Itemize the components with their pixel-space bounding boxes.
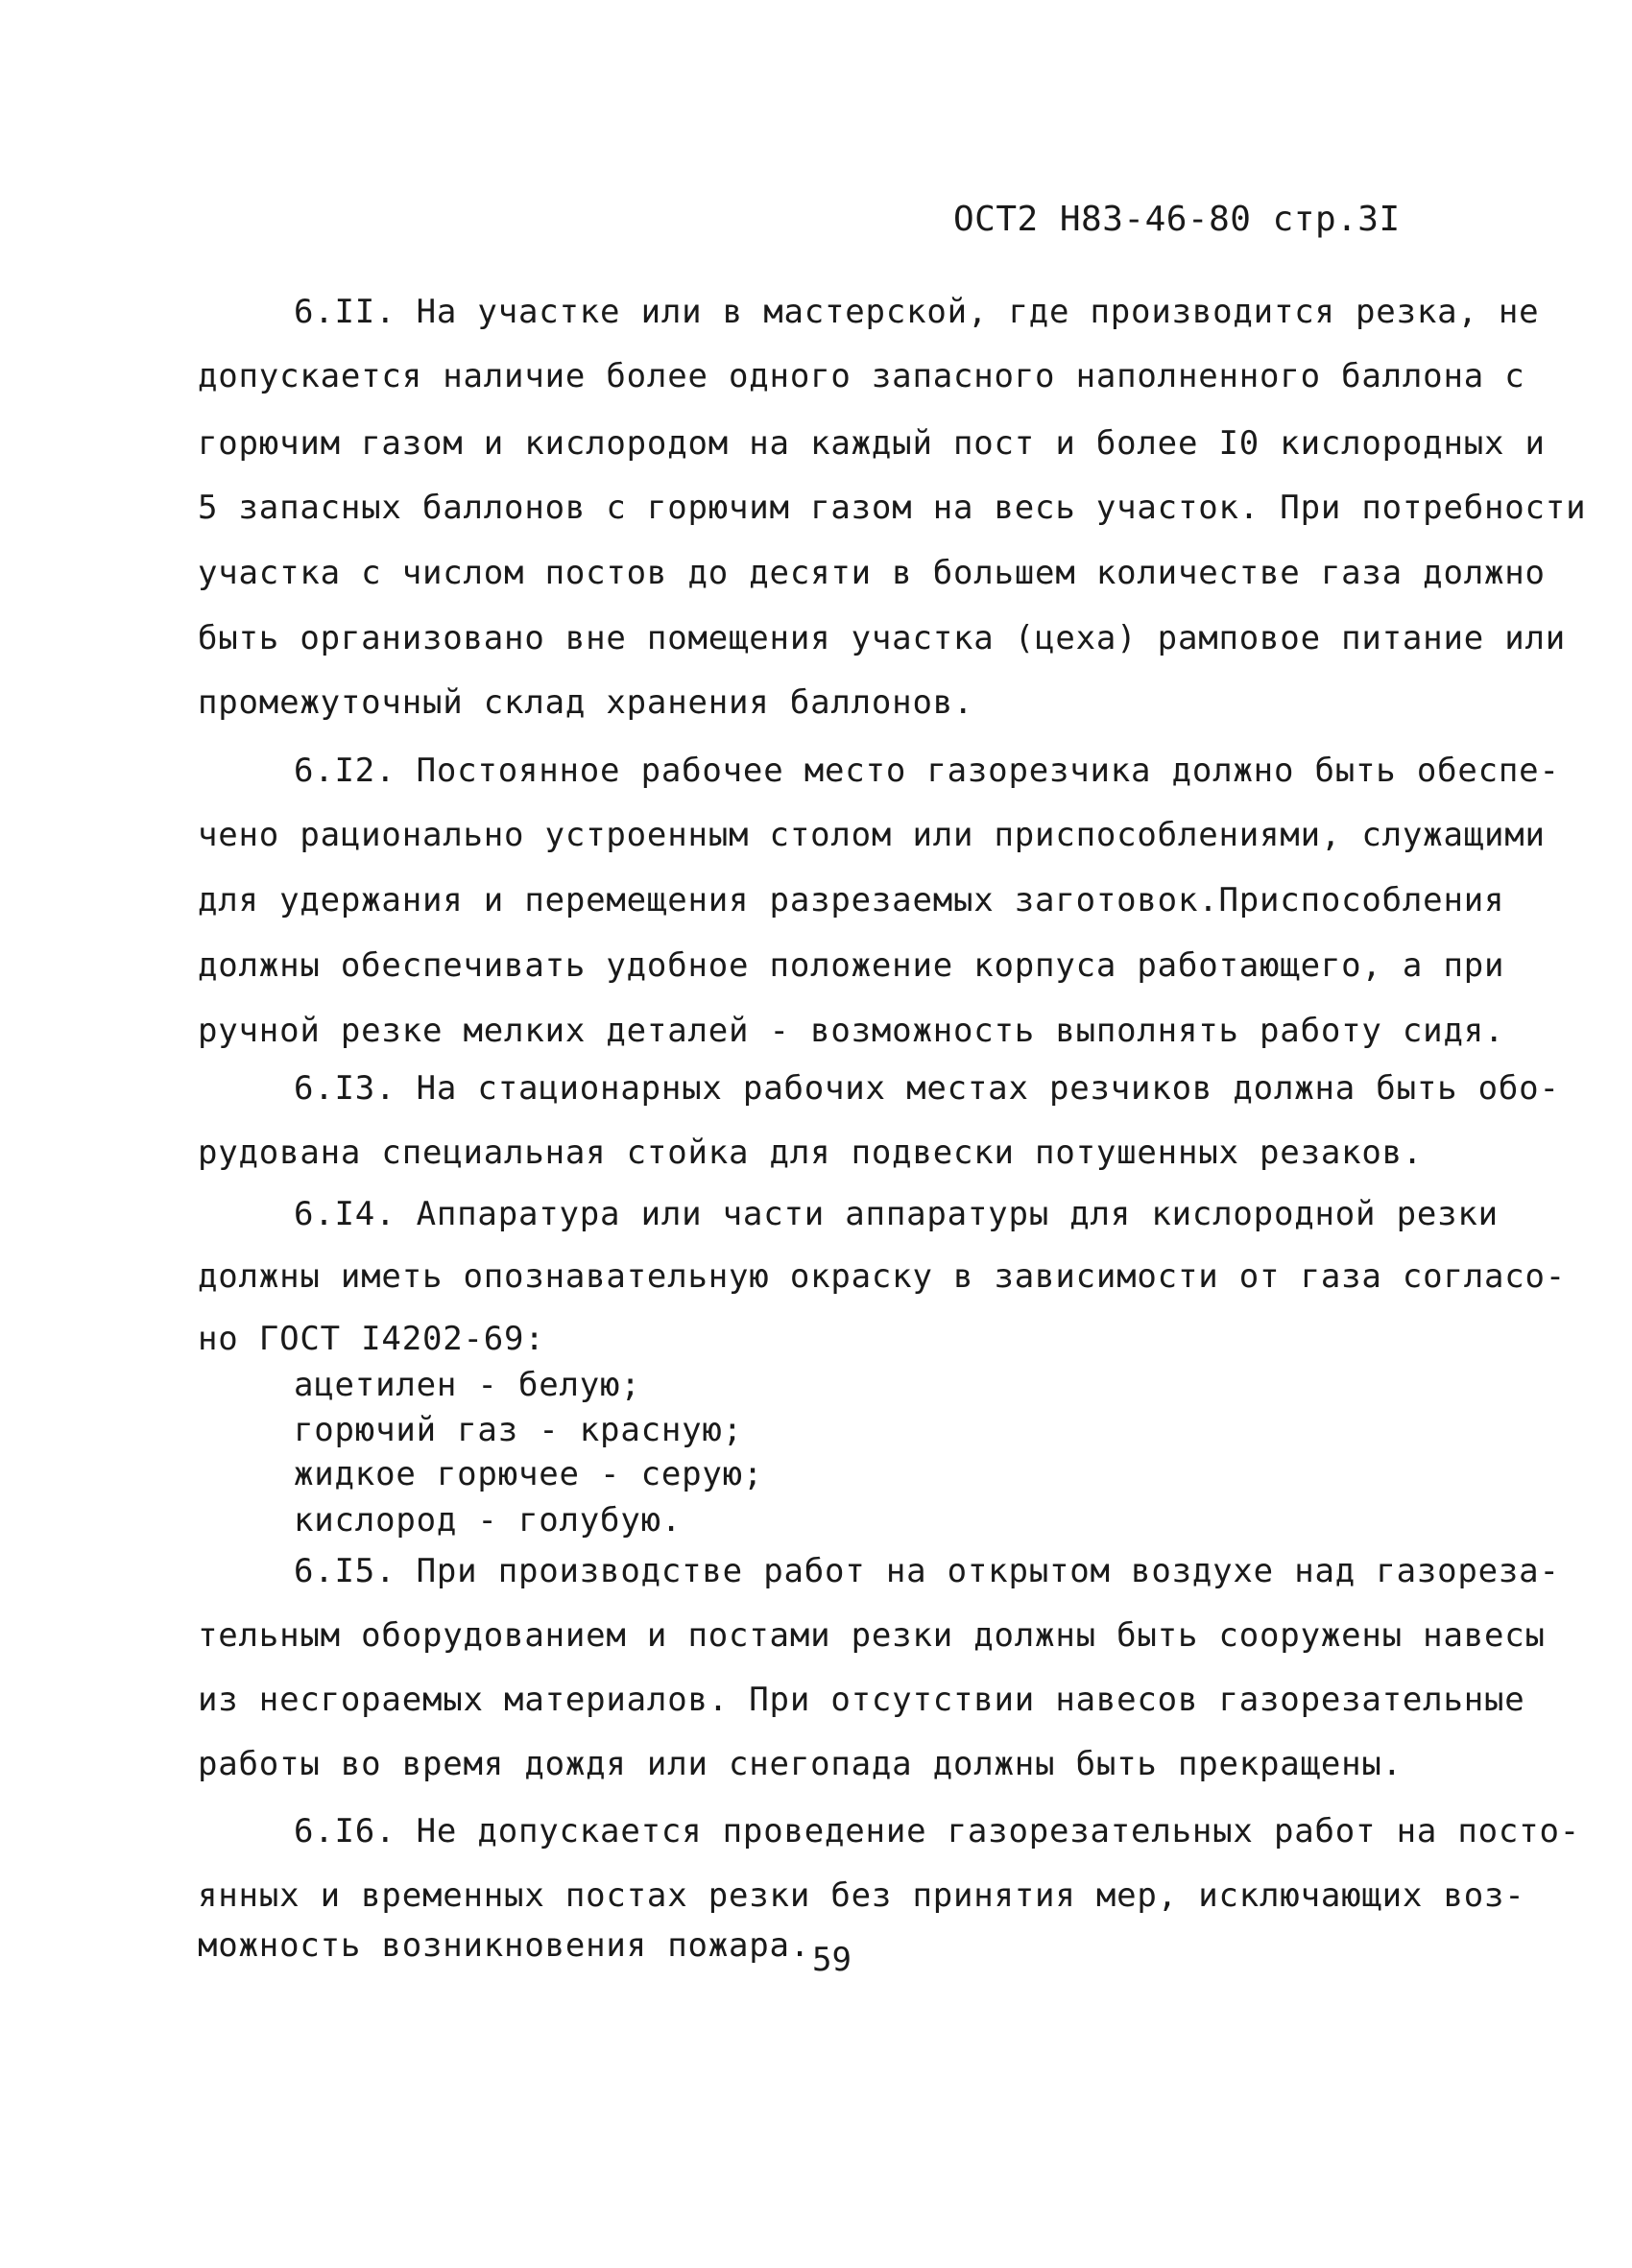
paragraph-line: допускается наличие более одного запасного наполненного баллона с: [198, 357, 1525, 395]
paragraph-line: для удержания и перемещения разрезаемых заготовок.Приспособления: [198, 881, 1505, 919]
paragraph-line: должны обеспечивать удобное положение корпуса работающего, а при: [198, 946, 1505, 985]
document-reference: ОСТ2 Н83-46-80 стр.3I: [953, 200, 1401, 239]
paragraph-first-line: 6.I4. Аппаратура или части аппаратуры для кислородной резки: [294, 1195, 1499, 1233]
paragraph-line: кислород - голубую.: [294, 1501, 683, 1540]
paragraph-line: горючий газ - красную;: [294, 1411, 743, 1449]
paragraph-line: чено рационально устроенным столом или приспособлениями, служащими: [198, 816, 1546, 854]
paragraph-line: быть организовано вне помещения участка (цеха) рамповое питание или: [198, 619, 1567, 657]
paragraph-line: работы во время дождя или снегопада должны быть прекращены.: [198, 1745, 1403, 1783]
paragraph-line: промежуточный склад хранения баллонов.: [198, 683, 974, 722]
paragraph-line: но ГОСТ I4202-69:: [198, 1320, 545, 1358]
paragraph-line: ручной резке мелких деталей - возможность выполнять работу сидя.: [198, 1012, 1505, 1050]
paragraph-first-line: 6.II. На участке или в мастерской, где производится резка, не: [294, 293, 1540, 331]
paragraph-first-line: 6.I2. Постоянное рабочее место газорезчика должно быть обеспе-: [294, 752, 1560, 790]
paragraph-line: рудована специальная стойка для подвески потушенных резаков.: [198, 1134, 1424, 1172]
paragraph-line: 5 запасных баллонов с горючим газом на весь участок. При потребности: [198, 489, 1587, 527]
page-number: 59: [812, 1941, 852, 1979]
paragraph-line: тельным оборудованием и постами резки должны быть сооружены навесы: [198, 1616, 1546, 1655]
paragraph-line: жидкое горючее - серую;: [294, 1455, 764, 1493]
paragraph-first-line: 6.I5. При производстве работ на открытом воздухе над газореза-: [294, 1552, 1560, 1590]
paragraph-first-line: 6.I3. На стационарных рабочих местах резчиков должна быть обо-: [294, 1069, 1560, 1108]
paragraph-line: янных и временных постах резки без принятия мер, исключающих воз-: [198, 1876, 1525, 1915]
paragraph-line: горючим газом и кислородом на каждый пост и более I0 кислородных и: [198, 424, 1546, 463]
paragraph-line: из несгораемых материалов. При отсутствии навесов газорезательные: [198, 1681, 1525, 1719]
paragraph-line: участка с числом постов до десяти в большем количестве газа должно: [198, 554, 1546, 592]
paragraph-line: можность возникновения пожара.: [198, 1926, 811, 1965]
paragraph-first-line: ацетилен - белую;: [294, 1366, 641, 1404]
paragraph-line: должны иметь опознавательную окраску в зависимости от газа согласо-: [198, 1257, 1567, 1296]
paragraph-first-line: 6.I6. Не допускается проведение газорезательных работ на посто-: [294, 1812, 1580, 1850]
